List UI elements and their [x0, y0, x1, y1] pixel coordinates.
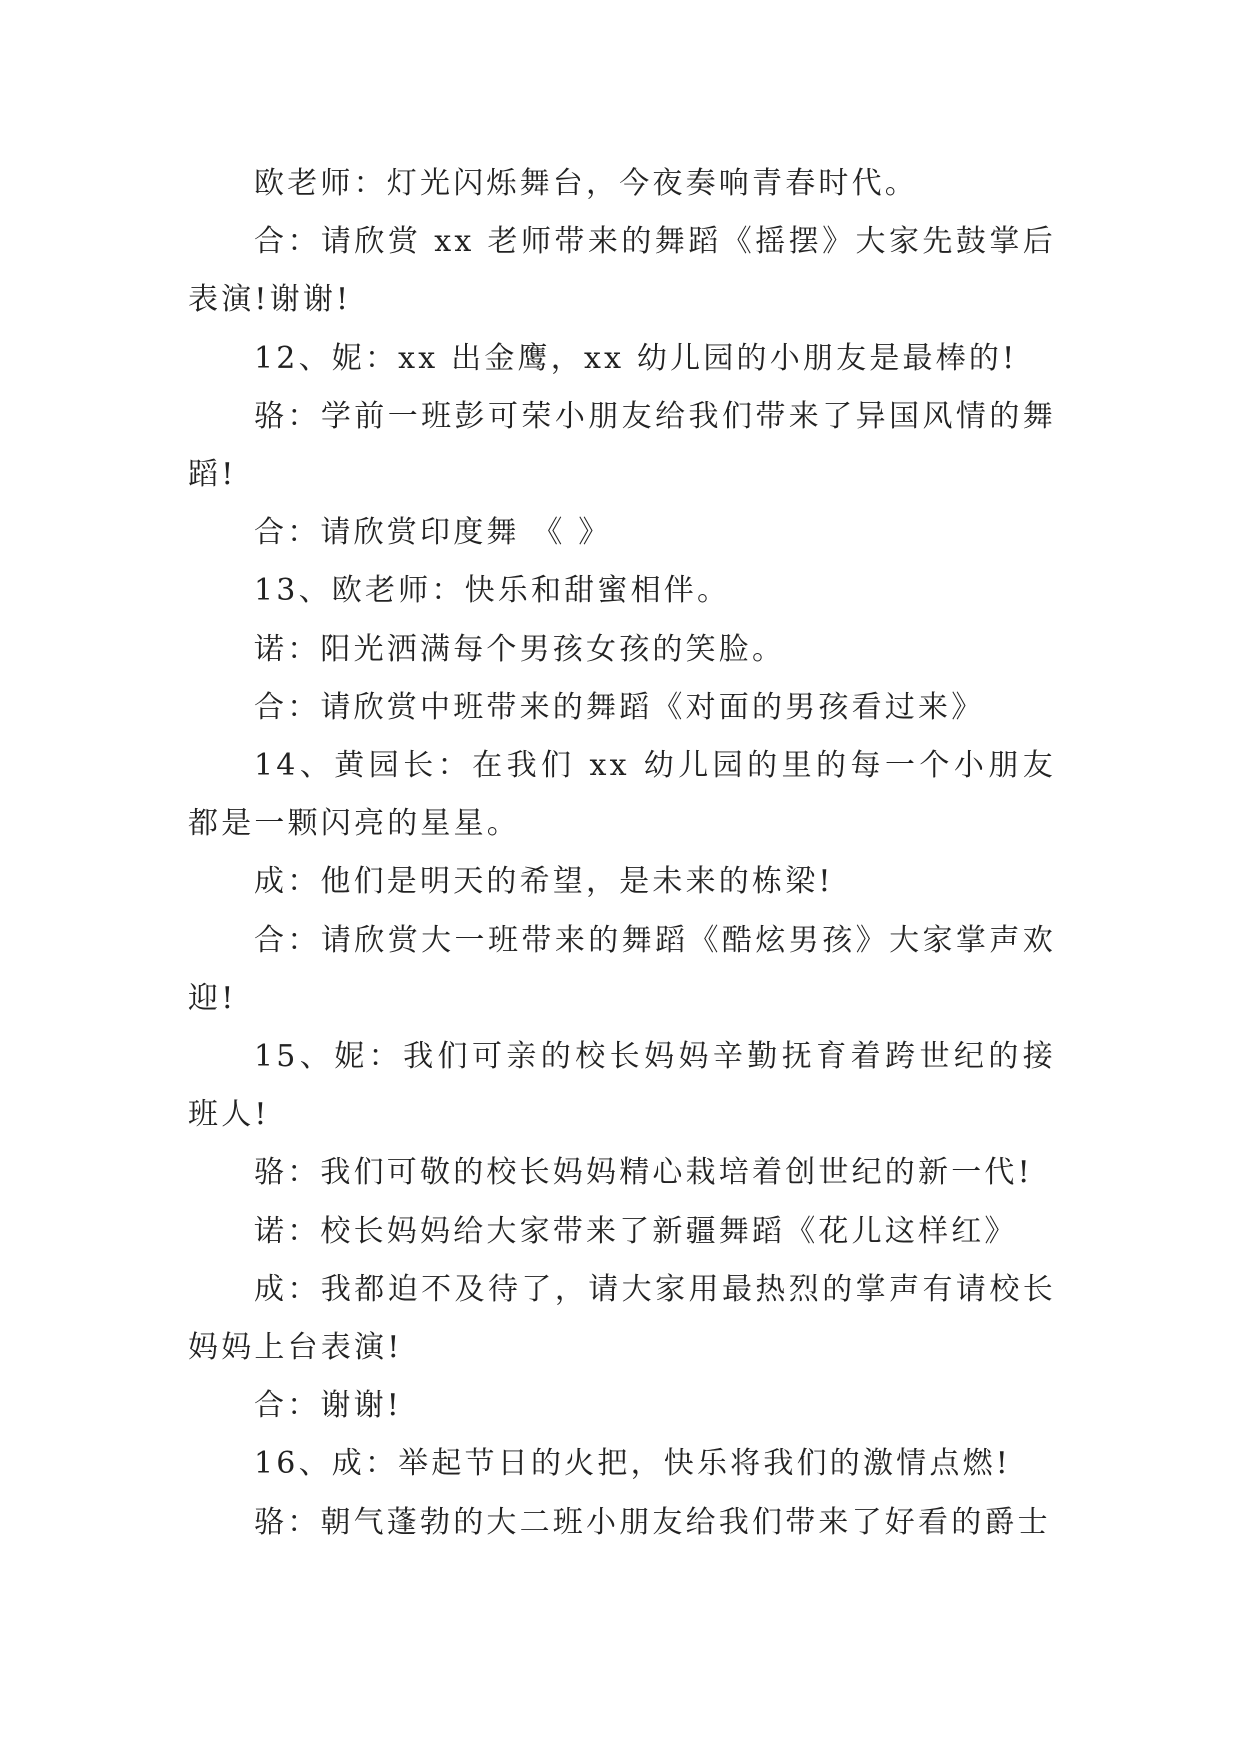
paragraph: 合：请欣赏印度舞 《 》 — [254, 515, 612, 551]
paragraph: 骆：学前一班彭可荣小朋友给我们带来了异国风情的舞蹈! — [188, 398, 1056, 493]
paragraph: 成：他们是明天的希望，是未来的栋梁! — [254, 864, 834, 900]
paragraph: 13、欧老师：快乐和甜蜜相伴。 — [254, 573, 731, 609]
paragraph: 12、妮：xx 出金鹰，xx 幼儿园的小朋友是最棒的! — [254, 340, 1018, 376]
document-body — [188, 155, 1056, 1552]
paragraph: 16、成：举起节日的火把，快乐将我们的激情点燃! — [254, 1446, 1012, 1482]
paragraph: 骆：朝气蓬勃的大二班小朋友给我们带来了好看的爵士 — [254, 1504, 1051, 1540]
paragraph: 合：请欣赏 xx 老师带来的舞蹈《摇摆》大家先鼓掌后表演!谢谢! — [188, 224, 1056, 318]
paragraph: 骆：我们可敬的校长妈妈精心栽培着创世纪的新一代! — [254, 1155, 1033, 1191]
paragraph: 成：我都迫不及待了，请大家用最热烈的掌声有请校长妈妈上台表演! — [188, 1271, 1056, 1366]
paragraph: 合：请欣赏大一班带来的舞蹈《酷炫男孩》大家掌声欢迎! — [188, 922, 1056, 1016]
paragraph: 诺：阳光洒满每个男孩女孩的笑脸。 — [254, 631, 786, 667]
paragraph: 欧老师：灯光闪烁舞台，今夜奏响青春时代。 — [254, 166, 918, 201]
paragraph: 14、黄园长：在我们 xx 幼儿园的里的每一个小朋友都是一颗闪亮的星星。 — [188, 748, 1056, 842]
paragraph: 合：请欣赏中班带来的舞蹈《对面的男孩看过来》 — [254, 689, 985, 725]
paragraph: 合：谢谢! — [254, 1388, 403, 1424]
paragraph: 诺：校长妈妈给大家带来了新疆舞蹈《花儿这样红》 — [254, 1213, 1018, 1249]
paragraph: 15、妮：我们可亲的校长妈妈辛勤抚育着跨世纪的接班人! — [188, 1039, 1056, 1133]
